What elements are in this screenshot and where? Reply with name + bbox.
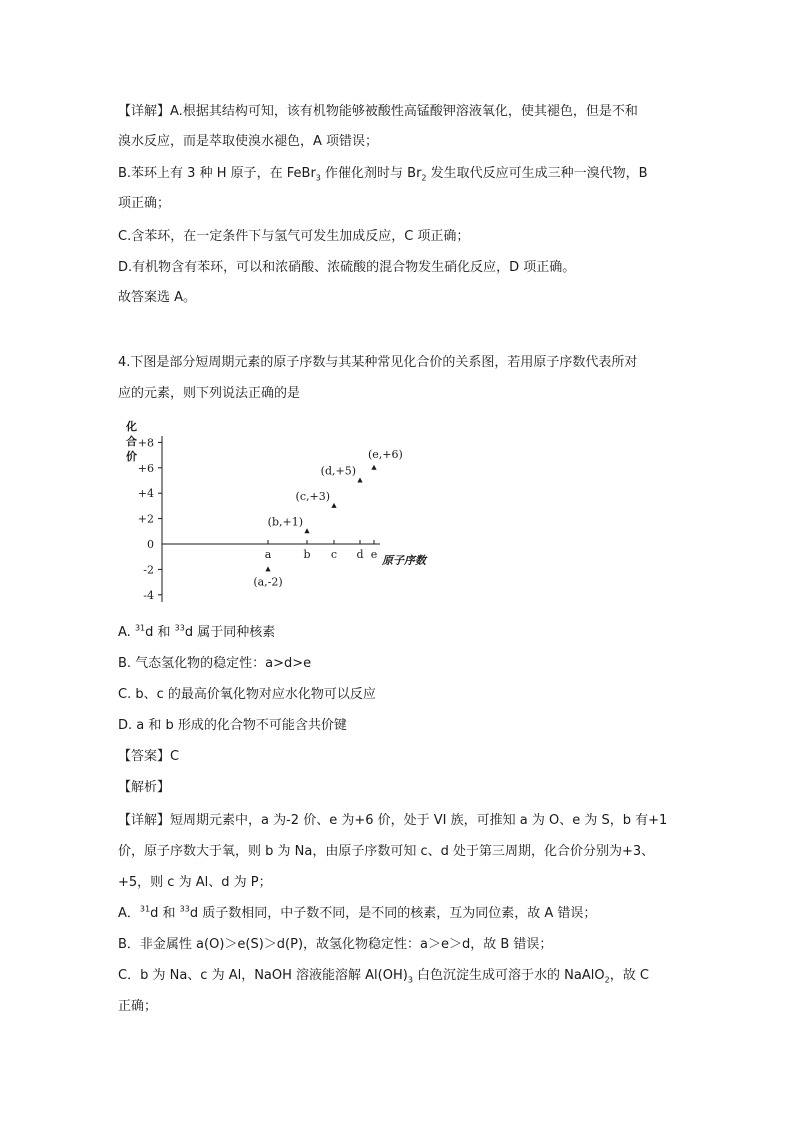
data-point-a <box>265 566 270 571</box>
answer-line <box>118 748 179 766</box>
detail-paragraph-line7: 故答案选 A。 <box>118 290 197 305</box>
detail-paragraph-line6: D.有机物含有苯环，可以和浓硝酸、浓硫酸的混合物发生硝化反应，D 项正确。 <box>118 260 576 275</box>
y-tick-label: +2 <box>137 512 154 526</box>
data-point-c <box>331 503 336 508</box>
explanation-b: B．非金属性 a(O)＞e(S)＞d(P)，故氢化物稳定性：a＞e＞d，故 B 错误； <box>118 937 553 952</box>
y-tick-label: -4 <box>143 588 154 602</box>
data-label-a: (a,-2) <box>253 575 283 589</box>
y-axis-label-char: 价 <box>126 450 137 463</box>
question-stem-line2: 应的元素，则下列说法正确的是 <box>118 386 301 401</box>
y-tick-label: +8 <box>137 436 154 450</box>
explanation-c: C．b 为 Na、c 为 Al，NaOH 溶液能溶解 $Al(OH)_3$ 白色沉淀生成可溶于水的 NaAlO$_2$，故 C <box>118 968 649 985</box>
x-axis-label: 原子序数 <box>382 554 426 567</box>
detail-paragraph-line2: 溴水反应，而是萃取使溴水褪色，A 项错误； <box>118 134 379 149</box>
detail-paragraph-line5: C.含苯环，在一定条件下与氢气可发生加成反应，C 项正确； <box>118 229 470 244</box>
detail-paragraph-line1 <box>118 103 638 121</box>
explanation-line1: 【详解】短周期元素中，a 为-2 价、e 为+6 价，处于 VI 族，可推知 a 为 O、e 为 S，b 有+1 <box>118 813 668 828</box>
answer-value: C <box>170 749 180 764</box>
x-tick-label: d <box>356 548 364 561</box>
y-tick-label: +6 <box>137 461 154 475</box>
y-tick-label: +4 <box>137 487 154 501</box>
data-label-b: (b,+1) <box>267 515 303 529</box>
y-axis-label-char: 化 <box>126 420 137 433</box>
option-d: D. a 和 b 形成的化合物不可能含共价键 <box>118 718 347 733</box>
valence-chart <box>118 418 448 608</box>
explanation-line3: +5，则 c 为 Al、d 为 P； <box>118 875 272 890</box>
x-tick-label: e <box>370 548 378 561</box>
option-c: C. b、c 的最高价氧化物对应水化物可以反应 <box>118 687 376 702</box>
y-tick-label: 0 <box>147 538 154 551</box>
explanation-c-line2: 正确； <box>118 999 158 1014</box>
detail-tag: 【详解】 <box>118 104 171 119</box>
option-a: A. $^{31}$d 和 $^{33}$d 属于同种核素 <box>118 623 276 640</box>
detail-paragraph-line3: B.苯环上有 3 种 H 原子，在 FeBr$_3$ 作催化剂时与 $Br_2$ 发生取代反应可生成三种一溴代物，B <box>118 166 648 183</box>
data-point-b <box>304 528 309 533</box>
option-b: B. 气态氢化物的稳定性：a>d>e <box>118 656 312 671</box>
detail-text: A.根据其结构可知，该有机物能够被酸性高锰酸钾溶液氧化，使其褪色，但是不和 <box>170 104 638 119</box>
data-label-c: (c,+3) <box>295 489 330 503</box>
data-point-e <box>371 465 376 470</box>
question-stem-line1: 4.下图是部分短周期元素的原子序数与其某种常见化合价的关系图，若用原子序数代表所对 <box>118 355 638 370</box>
x-tick-label: b <box>303 548 311 561</box>
data-label-d: (d,+5) <box>320 464 356 478</box>
data-label-e: (e,+6) <box>368 447 403 461</box>
explanation-line2: 价，原子序数大于氧，则 b 为 Na，由原子序数可知 c、d 处于第三周期，化合价分别为+3、 <box>118 844 655 859</box>
data-point-d <box>357 478 362 483</box>
analysis-tag: 【解析】 <box>118 780 171 795</box>
answer-tag: 【答案】 <box>118 749 171 764</box>
x-tick-label: c <box>330 548 338 561</box>
y-tick-label: -2 <box>143 563 154 577</box>
y-axis-label-char: 合 <box>126 435 137 448</box>
x-tick-label: a <box>264 548 272 561</box>
explanation-a: A．$^{31}$d 和 $^{33}$d 质子数相同，中子数不同，是不同的核素，互为同位素，故 A 错误； <box>118 904 597 921</box>
detail-paragraph-line4: 项正确； <box>118 196 171 211</box>
